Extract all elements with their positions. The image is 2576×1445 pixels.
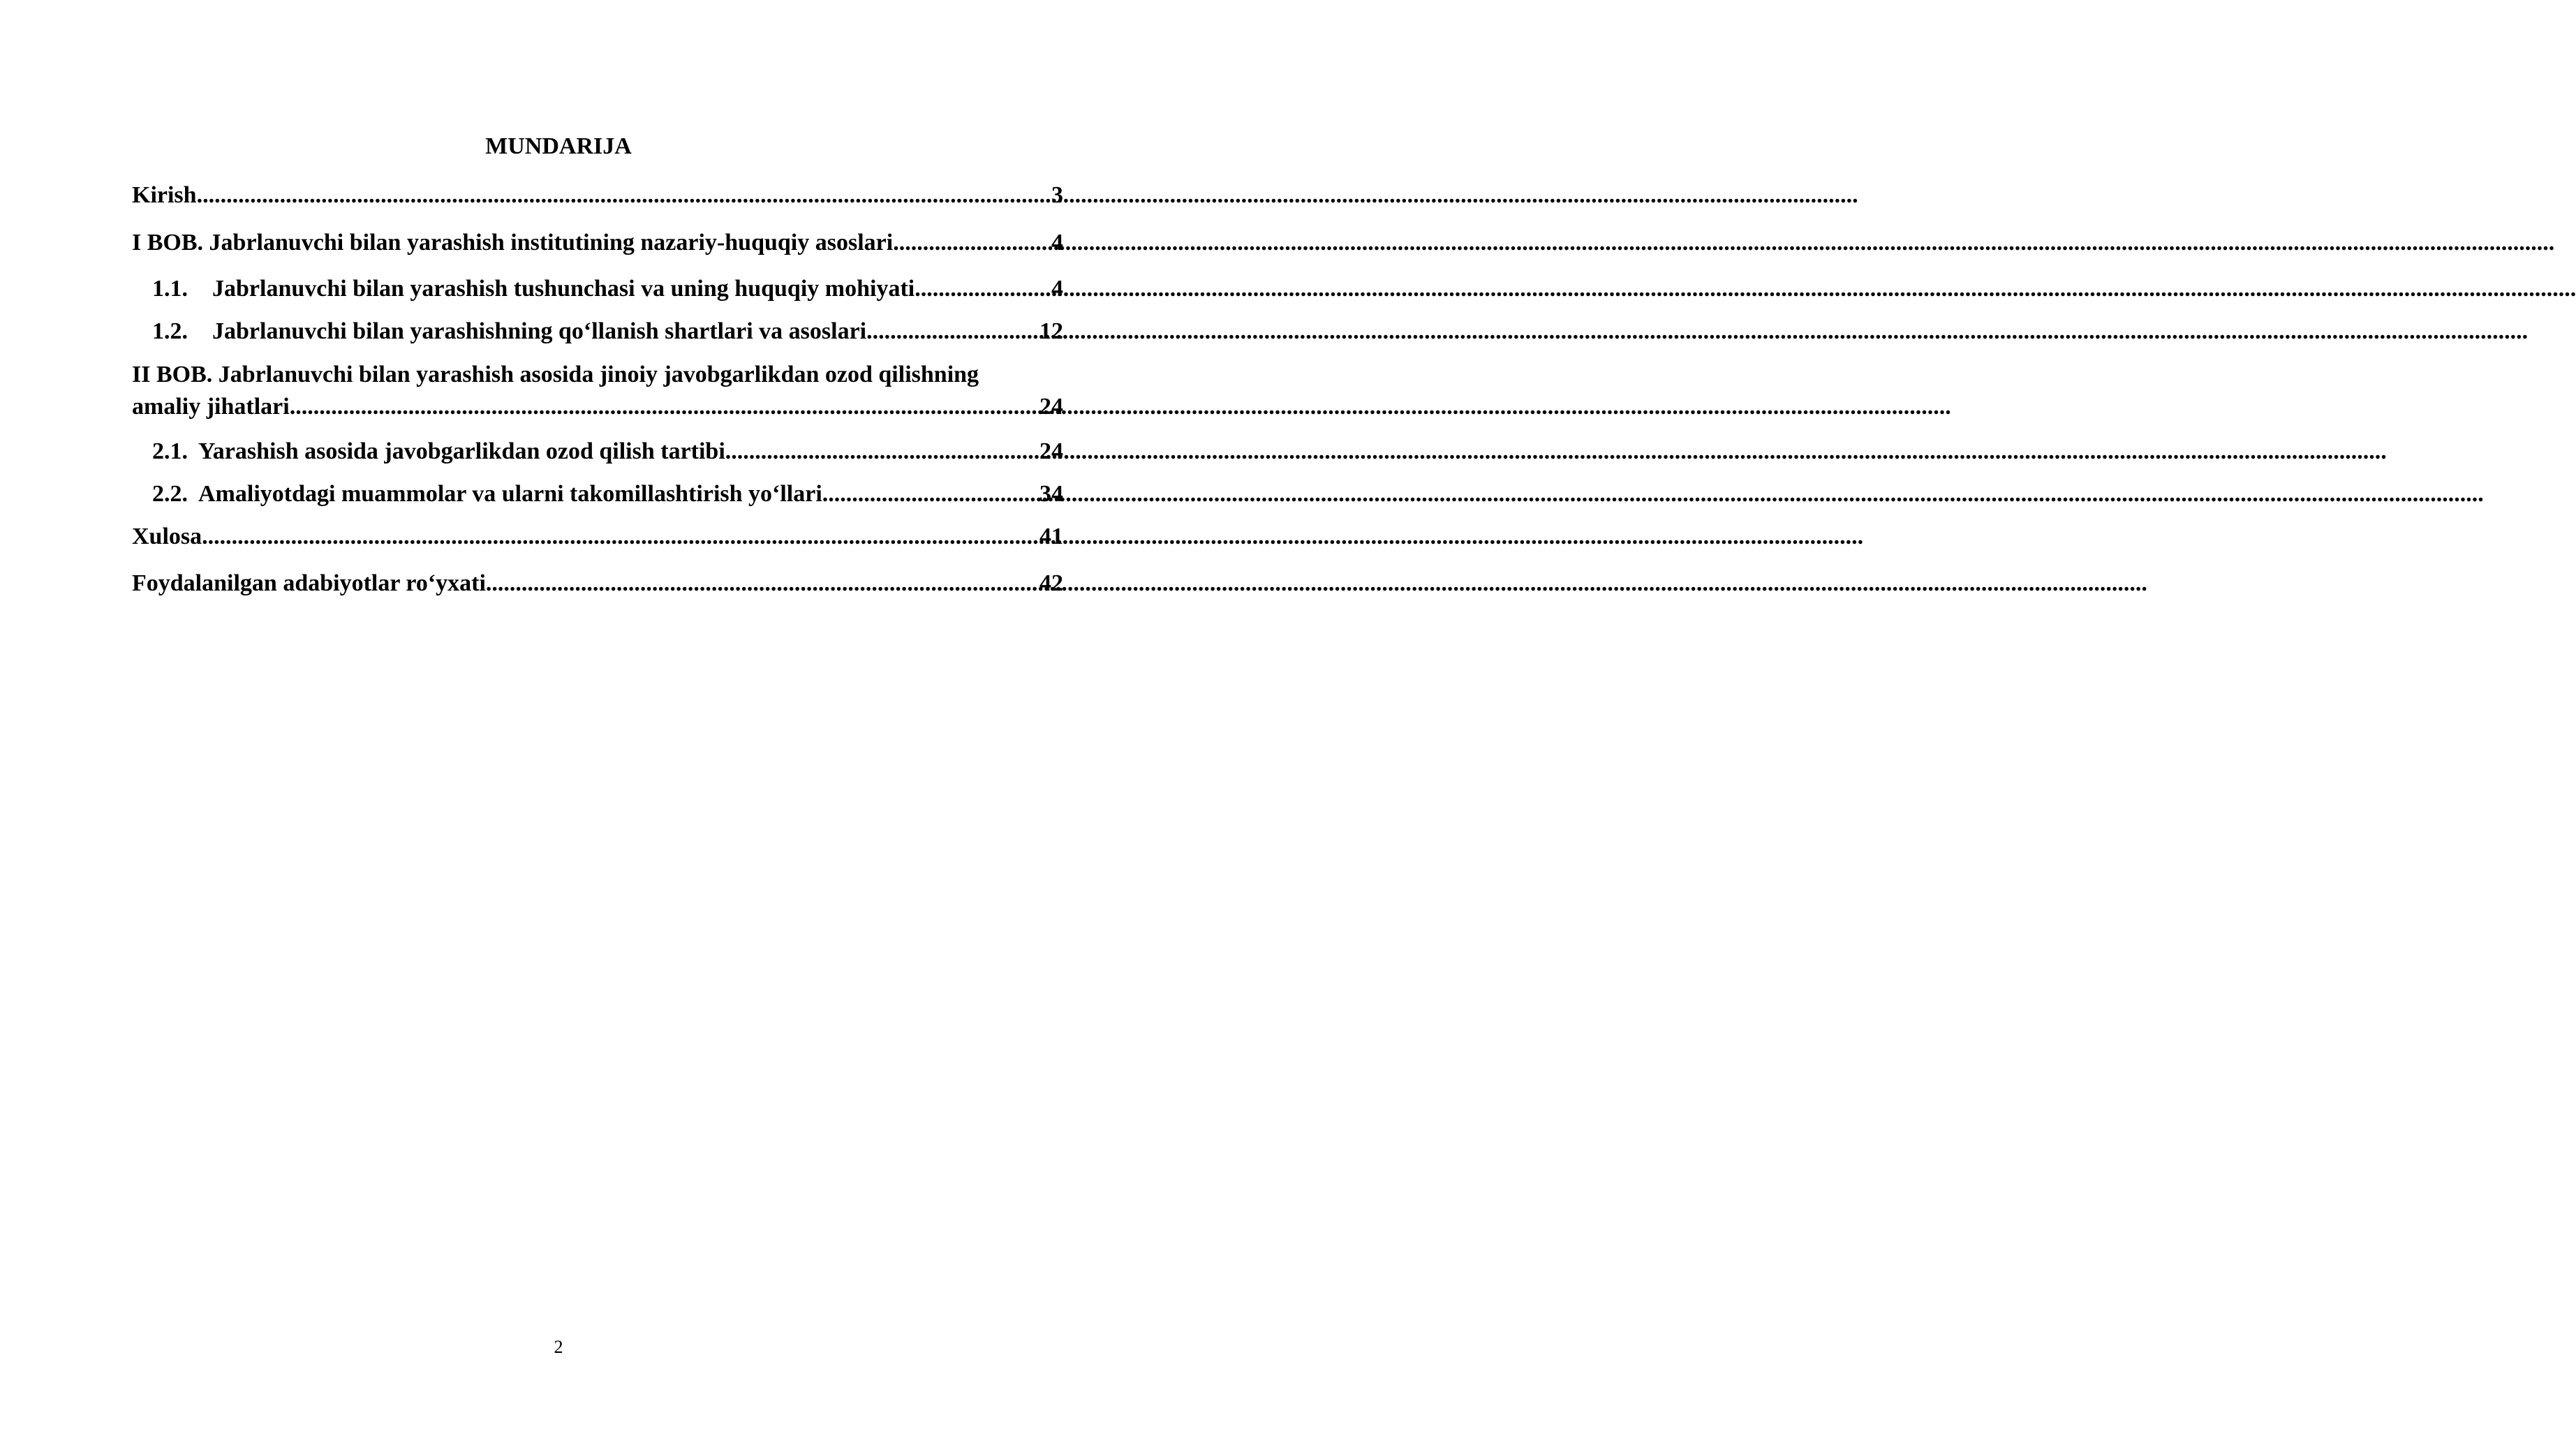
toc-entry-chapter-2[interactable] <box>132 393 1063 421</box>
toc-entry-number: 2.1. <box>152 438 188 464</box>
toc-dot-leader <box>202 523 1039 551</box>
toc-entry-kirish[interactable] <box>132 181 1063 209</box>
toc-entry-label: Amaliyotdagi muammolar va ularni takomillashtirish yo‘llari <box>198 481 822 507</box>
toc-entry-label: I BOB. Jabrlanuvchi bilan yarashish institutining nazariy-huquqiy asoslari <box>132 230 894 255</box>
toc-dot-leader <box>822 480 1039 508</box>
toc-entry-xulosa[interactable] <box>132 523 1063 551</box>
toc-entry-page: 24 <box>1039 438 1063 464</box>
toc-entry-number: 1.1. <box>152 276 188 302</box>
toc-title: MUNDARIJA <box>485 133 632 159</box>
toc-dot-leader <box>197 181 1051 209</box>
toc-entry-page: 4 <box>1051 230 1063 255</box>
toc-entry-chapter-2-line1[interactable]: II BOB. Jabrlanuvchi bilan yarashish asosida jinoiy javobgarlikdan ozod qilishning <box>132 362 979 387</box>
toc-entry-label: Yarashish asosida javobgarlikdan ozod qilish tartibi <box>198 438 725 464</box>
toc-entry-references[interactable] <box>132 570 1063 598</box>
document-page <box>0 0 1117 1445</box>
toc-entry-label: amaliy jihatlari <box>132 394 290 420</box>
toc-dot-leader <box>725 438 1039 466</box>
toc-entry-section-1-1[interactable] <box>132 275 1063 303</box>
toc-entry-label: Jabrlanuvchi bilan yarashishning qo‘llanish shartlari va asoslari <box>212 318 867 344</box>
toc-dot-leader <box>915 275 1051 303</box>
page-number: 2 <box>554 1337 563 1357</box>
toc-entry-page: 24 <box>1039 394 1063 420</box>
toc-entry-number: 1.2. <box>152 318 188 344</box>
toc-entry-section-2-1[interactable] <box>132 438 1063 466</box>
toc-entry-page: 34 <box>1039 481 1063 507</box>
toc-entry-label: Xulosa <box>132 524 202 549</box>
toc-dot-leader <box>866 318 1039 346</box>
toc-entry-page: 3 <box>1051 182 1063 208</box>
toc-dot-leader <box>486 570 1039 598</box>
toc-entry-label: Foydalanilgan adabiyotlar ro‘yxati <box>132 570 486 596</box>
toc-entry-page: 12 <box>1039 318 1063 344</box>
toc-entry-section-2-2[interactable] <box>132 480 1063 508</box>
toc-dot-leader <box>290 393 1039 421</box>
toc-entry-label: Jabrlanuvchi bilan yarashish tushunchasi va uning huquqiy mohiyati <box>212 276 915 302</box>
toc-entry-chapter-1[interactable] <box>132 229 1063 257</box>
toc-entry-page: 41 <box>1039 524 1063 549</box>
toc-entry-label: Kirish <box>132 182 197 208</box>
toc-entry-number: 2.2. <box>152 481 188 507</box>
toc-dot-leader <box>893 229 1051 257</box>
toc-entry-page: 4 <box>1051 276 1063 302</box>
toc-entry-section-1-2[interactable] <box>132 318 1063 346</box>
toc-entry-page: 42 <box>1039 570 1063 596</box>
